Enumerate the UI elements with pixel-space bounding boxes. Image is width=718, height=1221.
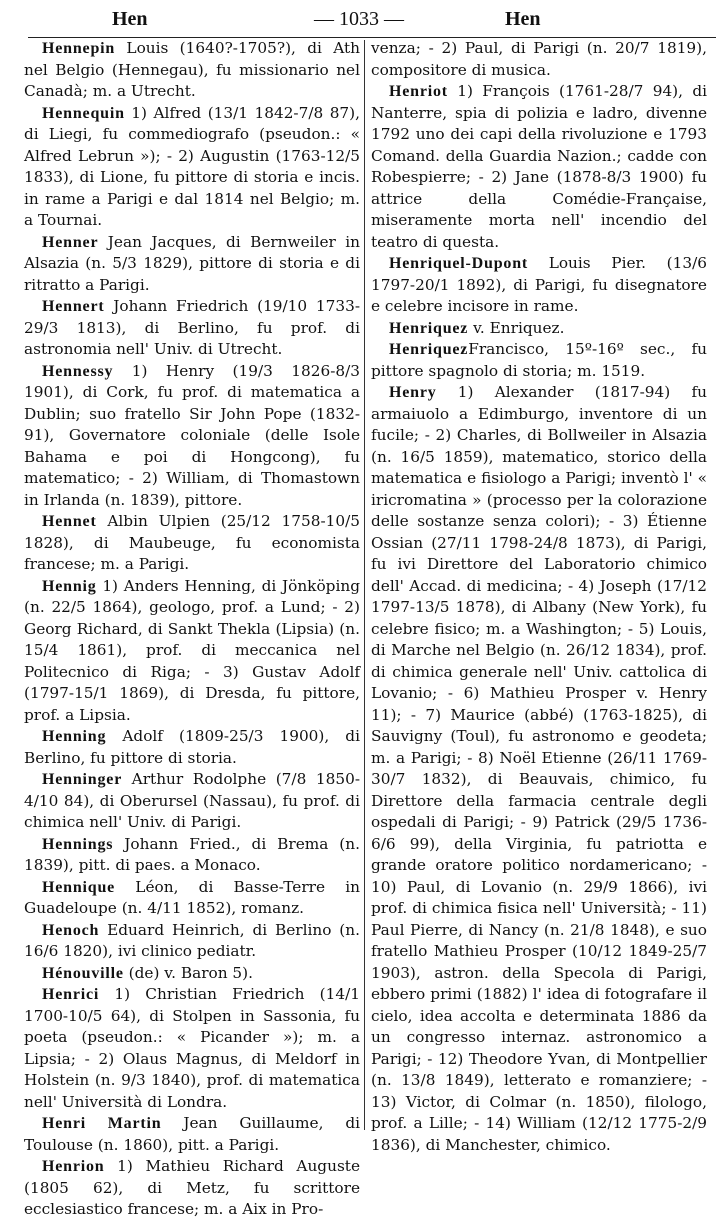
dictionary-entry: [24, 920, 360, 963]
left-column: [24, 38, 360, 1221]
entry-headword: Hennique: [42, 878, 116, 896]
header-left-guideword: Hen: [112, 8, 148, 30]
page-number: — 1033 —: [314, 8, 404, 30]
entry-headword: Henning: [42, 728, 107, 745]
entry-text: Adolf (1809-25/3 1900), di Berlino, fu pittore di storia.: [24, 727, 360, 767]
dictionary-entry: [371, 382, 707, 1156]
entry-text: venza; - 2) Paul, di Parigi (n. 20/7 1819), compositore di musica.: [371, 39, 707, 79]
entry-text: 1) Alfred (13/1 1842-7/8 87), di Liegi, fu commediografo (pseudon.: « Alfred Lebrun »); - 2) Augustin (1763-12/5 1833), di Lione, fu pittore di storia e incis. in rame a Parigi e dal 1814 nel Belgio; m. a Tournai.: [24, 103, 360, 229]
dictionary-entry: [24, 576, 360, 727]
entry-text: Jean Jacques, di Bernweiler in Alsazia (n. 5/3 1829), pittore di storia e di ritratto a Parigi.: [24, 232, 360, 294]
entry-headword: Hennings: [42, 835, 114, 853]
entry-text: 1) Anders Henning, di Jönköping (n. 22/5 1864), geologo, prof. a Lund; - 2) Georg Richard, di Sankt Thekla (Lipsia) (n. 15/4 1861), prof. di meccanica nel Politecnico di Riga; - 3) Gustav Adolf (1797-15/1 1869), di Dresda, fu pittore, prof. a Lipsia.: [24, 576, 360, 724]
entry-text: 1) Christian Friedrich (14/1 1700-10/5 64), di Stolpen in Sassonia, fu poeta (pseudon.: « Picander »); m. a Lipsia; - 2) Olaus Magnus, di Meldorf in Holstein (n. 9/3 1840), prof. di matematica nell' Università di Londra.: [24, 985, 360, 1111]
dictionary-entry: [24, 877, 360, 920]
entry-headword: Henoch: [42, 921, 100, 939]
entry-text: 1) Mathieu Richard Auguste (1805 62), di Metz, fu scrittore ecclesiastico francese; m. a Aix in Pro-: [24, 1157, 360, 1218]
entry-text: Johann Fried., di Brema (n. 1839), pitt. di paes. a Monaco.: [24, 834, 360, 874]
page-header: [0, 4, 718, 34]
entry-text: Arthur Rodolphe (7/8 1850-4/10 84), di Oberursel (Nassau), fu prof. di chimica nell' Univ. di Parigi.: [24, 770, 360, 831]
dictionary-entry: [24, 963, 360, 985]
entry-text: Johann Friedrich (19/10 1733-29/3 1813), di Berlino, fu prof. di astronomia nell' Univ. di Utrecht.: [24, 297, 360, 358]
entry-headword: Hennessy: [42, 362, 114, 380]
column-divider: [364, 40, 365, 1130]
entry-text: v. Enriquez.: [468, 318, 565, 337]
entry-headword: Henninger: [42, 771, 123, 788]
entry-headword: Hennet: [42, 513, 97, 530]
entry-text: 1) François (1761-28/7 94), di Nanterre, spia di polizia e ladro, divenne 1792 uno dei capi della rivoluzione e 1793 Comand. della Guardia Nazion.; cadde con Robespierre; - 2) Jane (1878-8/3 1900) fu attrice della Comédie-Française, miseramente morta nell' incendio del teatro di questa.: [371, 82, 707, 251]
right-column: [371, 38, 707, 1156]
entry-headword: Hennepin: [42, 40, 116, 57]
dictionary-entry: [24, 103, 360, 232]
entry-text: Eduard Heinrich, di Berlino (n. 16/6 1820), ivi clinico pediatr.: [24, 920, 360, 960]
dictionary-entry: [371, 81, 707, 253]
dictionary-entry: [24, 232, 360, 297]
entry-headword: Henriquel-Dupont: [389, 255, 529, 272]
dictionary-entry: [371, 38, 707, 81]
dictionary-entry: [371, 339, 707, 382]
entry-text: 1) Alexander (1817-94) fu armaiuolo a Edimburgo, inventore di un fucile; - 2) Charles, di Bollweiler in Alsazia (n. 16/5 1859), matematico, storico della matematica e fisiologo a Parigi; inventò l' « iricromatina » (processo per la colorazione delle sostanze senza colori); - 3) Étienne Ossian (27/11 1798-24/8 1873), di Parigi, fu ivi Direttore del Laboratorio chimico dell' Accad. di medicina; - 4) Joseph (17/12 1797-13/5 1878), di Albany (New York), fu celebre fisico; m. a Washington; - 5) Louis, di Marche nel Belgio (n. 26/12 1834), prof. di chimica generale nell' Univ. cattolica di Lovanio; - 6) Mathieu Prosper v. Henry 11); - 7) Maurice (abbé) (1763-1825), di Sauvigny (Toul), fu astronomo e geodeta; m. a Parigi; - 8) Noël Etienne (26/11 1769-30/7 1832), di Beauvais, chimico, fu Direttore della farmacia centrale degli ospedali di Parigi; - 9) Patrick (29/5 1736-6/6 99), della Virginia, fu patriotta e grande oratore politico nordamericano; - 10) Paul, di Lovanio (n. 29/9 1866), ivi prof. di chimica fisica nell' Università; - 11) Paul Pierre, di Nancy (n. 21/8 1848), e suo fratello Mathieu Prosper (10/12 1849-25/7 1903), astron. della Specola di Parigi, ebbero primi (1882) l' idea di fotografare il cielo, idea accolta e determinata 1886 da un congresso internaz. astronomico a Parigi; - 12) Theodore Yvan, di Montpellier (n. 13/8 1849), letterato e romanziere; - 13) Victor, di Colmar (n. 1850), filologo, prof. a Lille; - 14) William (12/12 1775-2/9 1836), di Manchester, chimico.: [371, 383, 707, 1154]
entry-headword: Henriot: [389, 83, 448, 100]
dictionary-entry: [24, 38, 360, 103]
entry-text: Louis (1640?-1705?), di Ath nel Belgio (Hennegau), fu missionario nel Canadà; m. a Utrecht.: [24, 39, 360, 100]
entry-headword: Henriquez: [389, 319, 469, 337]
entry-text: Albin Ulpien (25/12 1758-10/5 1828), di Maubeuge, fu economista francese; m. a Parigi.: [24, 512, 360, 573]
header-right-guideword: Hen: [505, 8, 541, 30]
entry-headword: Henriquez: [389, 341, 469, 358]
entry-headword: Henry: [389, 384, 437, 401]
entry-text: (de) v. Baron 5).: [123, 963, 253, 982]
dictionary-entry: [24, 834, 360, 877]
dictionary-entry: [24, 984, 360, 1113]
entry-headword: Henrici: [42, 986, 100, 1003]
dictionary-entry: [24, 1156, 360, 1221]
entry-text: Louis Pier. (13/6 1797-20/1 1892), di Parigi, fu disegnatore e celebre incisore in rame.: [371, 254, 707, 315]
dictionary-entry: [24, 1113, 360, 1156]
entry-headword: Hénouville: [42, 964, 124, 982]
entry-headword: Henrion: [42, 1158, 105, 1175]
entry-headword: Hennequin: [42, 104, 125, 122]
entry-headword: Henri Martin: [42, 1115, 162, 1132]
entry-text: Francisco, 15º-16º sec., fu pittore spagnolo di storia; m. 1519.: [371, 340, 707, 380]
entry-headword: Henner: [42, 233, 99, 251]
entry-text: 1) Henry (19/3 1826-8/3 1901), di Cork, fu prof. di matematica a Dublin; suo fratello Sir John Pope (1832-91), Governatore coloniale (delle Isole Bahama e poi di Hongcong), fu matematico; - 2) William, di Thomastown in Irlanda (n. 1839), pittore.: [24, 361, 360, 509]
dictionary-entry: [24, 726, 360, 769]
dictionary-entry: [371, 318, 707, 340]
entry-text: Jean Guillaume, di Toulouse (n. 1860), pitt. a Parigi.: [24, 1114, 361, 1154]
entry-headword: Hennert: [42, 298, 105, 315]
dictionary-entry: [24, 511, 360, 576]
dictionary-entry: [24, 296, 360, 361]
dictionary-entry: [24, 769, 360, 834]
dictionary-entry: [371, 253, 707, 318]
entry-text: Léon, di Basse-Terre in Guadeloupe (n. 4/11 1852), romanz.: [24, 877, 360, 917]
dictionary-entry: [24, 361, 360, 512]
entry-headword: Hennig: [42, 577, 97, 595]
